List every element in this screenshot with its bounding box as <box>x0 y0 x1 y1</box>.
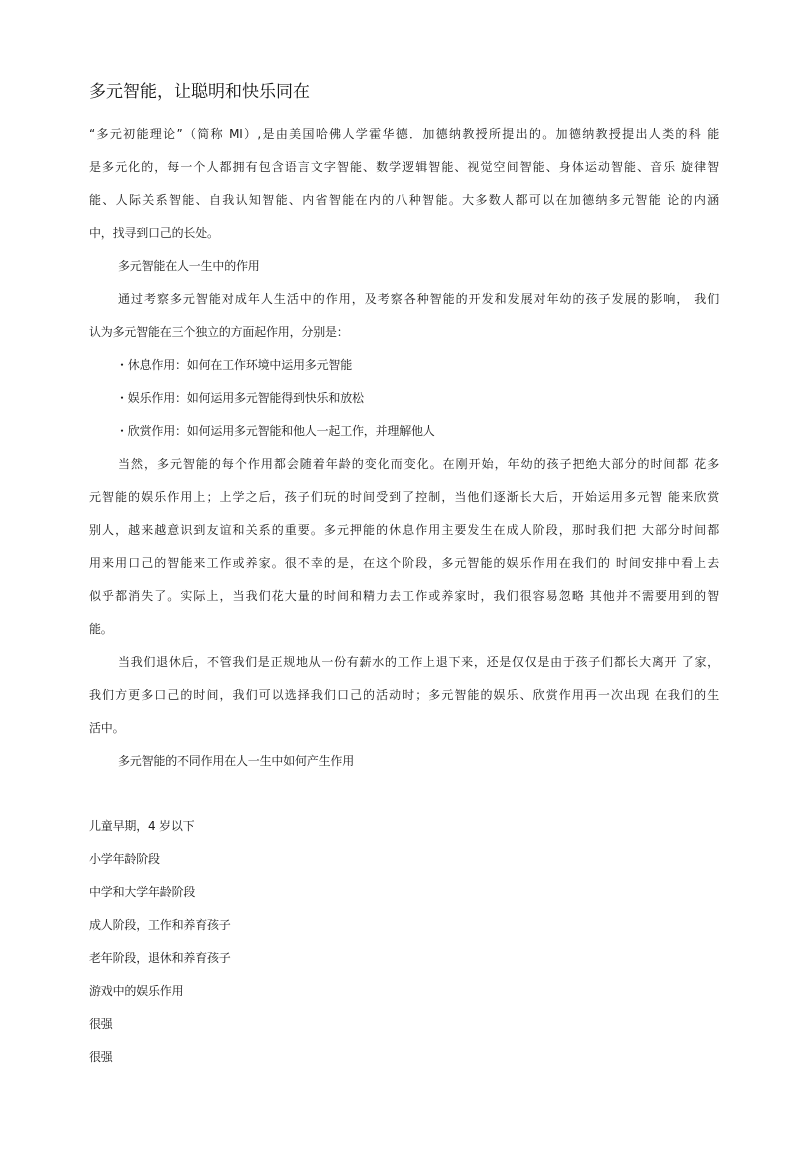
list-item: 成人阶段，工作和养育孩子 <box>89 918 231 932</box>
list-item: ・娱乐作用：如何运用多元智能得到快乐和放松 <box>116 391 364 405</box>
paragraph-line: 我们方更多口己的时间，我们可以选择我们口己的活动时；多元智能的娱乐、欣赏作用再一次出现 在我们的生 <box>89 688 719 702</box>
paragraph-line: 认为多元智能在三个独立的方面起作用，分别是： <box>89 325 349 339</box>
list-item: 很强 <box>89 1017 113 1031</box>
list-item: 很强 <box>89 1050 113 1064</box>
list-item: 中学和大学年龄阶段 <box>89 885 196 899</box>
paragraph-line: 当然，多元智能的每个作用都会随着年龄的变化而变化。在刚开始，年幼的孩子把绝大部分的时间都 花多 <box>118 457 719 471</box>
list-item: 游戏中的娱乐作用 <box>89 984 184 998</box>
intro-line: 是多元化的，每一个人都拥有包含语言文字智能、数学逻辑智能、视觉空间智能、身体运动智能、音乐 旋律智 <box>89 160 719 174</box>
page-title: 多元智能，让聪明和快乐同在 <box>89 82 310 102</box>
list-item: ・欣赏作用：如何运用多元智能和他人一起工作，并理解他人 <box>116 424 435 438</box>
paragraph-line: 似乎都消失了。实际上，当我们花大量的时间和精力去工作或养家时，我们很容易忽略 其他并不需要用到的智 <box>89 589 719 603</box>
paragraph-line: 用来用口己的智能来工作或养家。很不幸的是，在这个阶段，多元智能的娱乐作用在我们的 时间安排中看上去 <box>89 556 719 570</box>
list-item: 小学年龄阶段 <box>89 852 160 866</box>
intro-line: 能、人际关系智能、自我认知智能、内省智能在内的八种智能。大多数人都可以在加德纳多元智能 论的内涵 <box>89 193 719 207</box>
paragraph-line: 元智能的娱乐作用上；上学之后，孩子们玩的时间受到了控制，当他们逐渐长大后，开始运用多元智 能来欣赏 <box>89 490 719 504</box>
intro-line: 中，找寻到口己的长处。 <box>89 226 219 240</box>
paragraph-line: 活中。 <box>89 721 125 735</box>
paragraph-line: 别人，越来越意识到友谊和关系的重要。多元押能的休息作用主要发生在成人阶段，那时我们把 大部分时间都 <box>89 523 719 537</box>
section-heading: 多元智能在人一生中的作用 <box>118 259 260 273</box>
list-item: 儿童早期，4 岁以下 <box>89 819 195 833</box>
paragraph-line: 通过考察多元智能对成年人生活中的作用，及考察各种智能的开发和发展对年幼的孩子发展的影响， 我们 <box>118 292 719 306</box>
list-item: ・休息作用：如何在工作环境中运用多元智能 <box>116 358 353 372</box>
paragraph-line: 当我们退休后，不管我们是正规地从一份有薪水的工作上退下来，还是仅仅是由于孩子们都长大离开 了家， <box>118 655 719 669</box>
intro-line: “多元初能理论”（简称 MI）,是由美国哈佛人学霍华德．加德纳教授所提出的。加德纳教授提出人类的科 能 <box>89 127 719 141</box>
paragraph-line: 能。 <box>89 622 113 636</box>
list-item: 老年阶段，退休和养育孩子 <box>89 951 231 965</box>
section-heading: 多元智能的不同作用在人一生中如何产生作用 <box>118 754 355 768</box>
